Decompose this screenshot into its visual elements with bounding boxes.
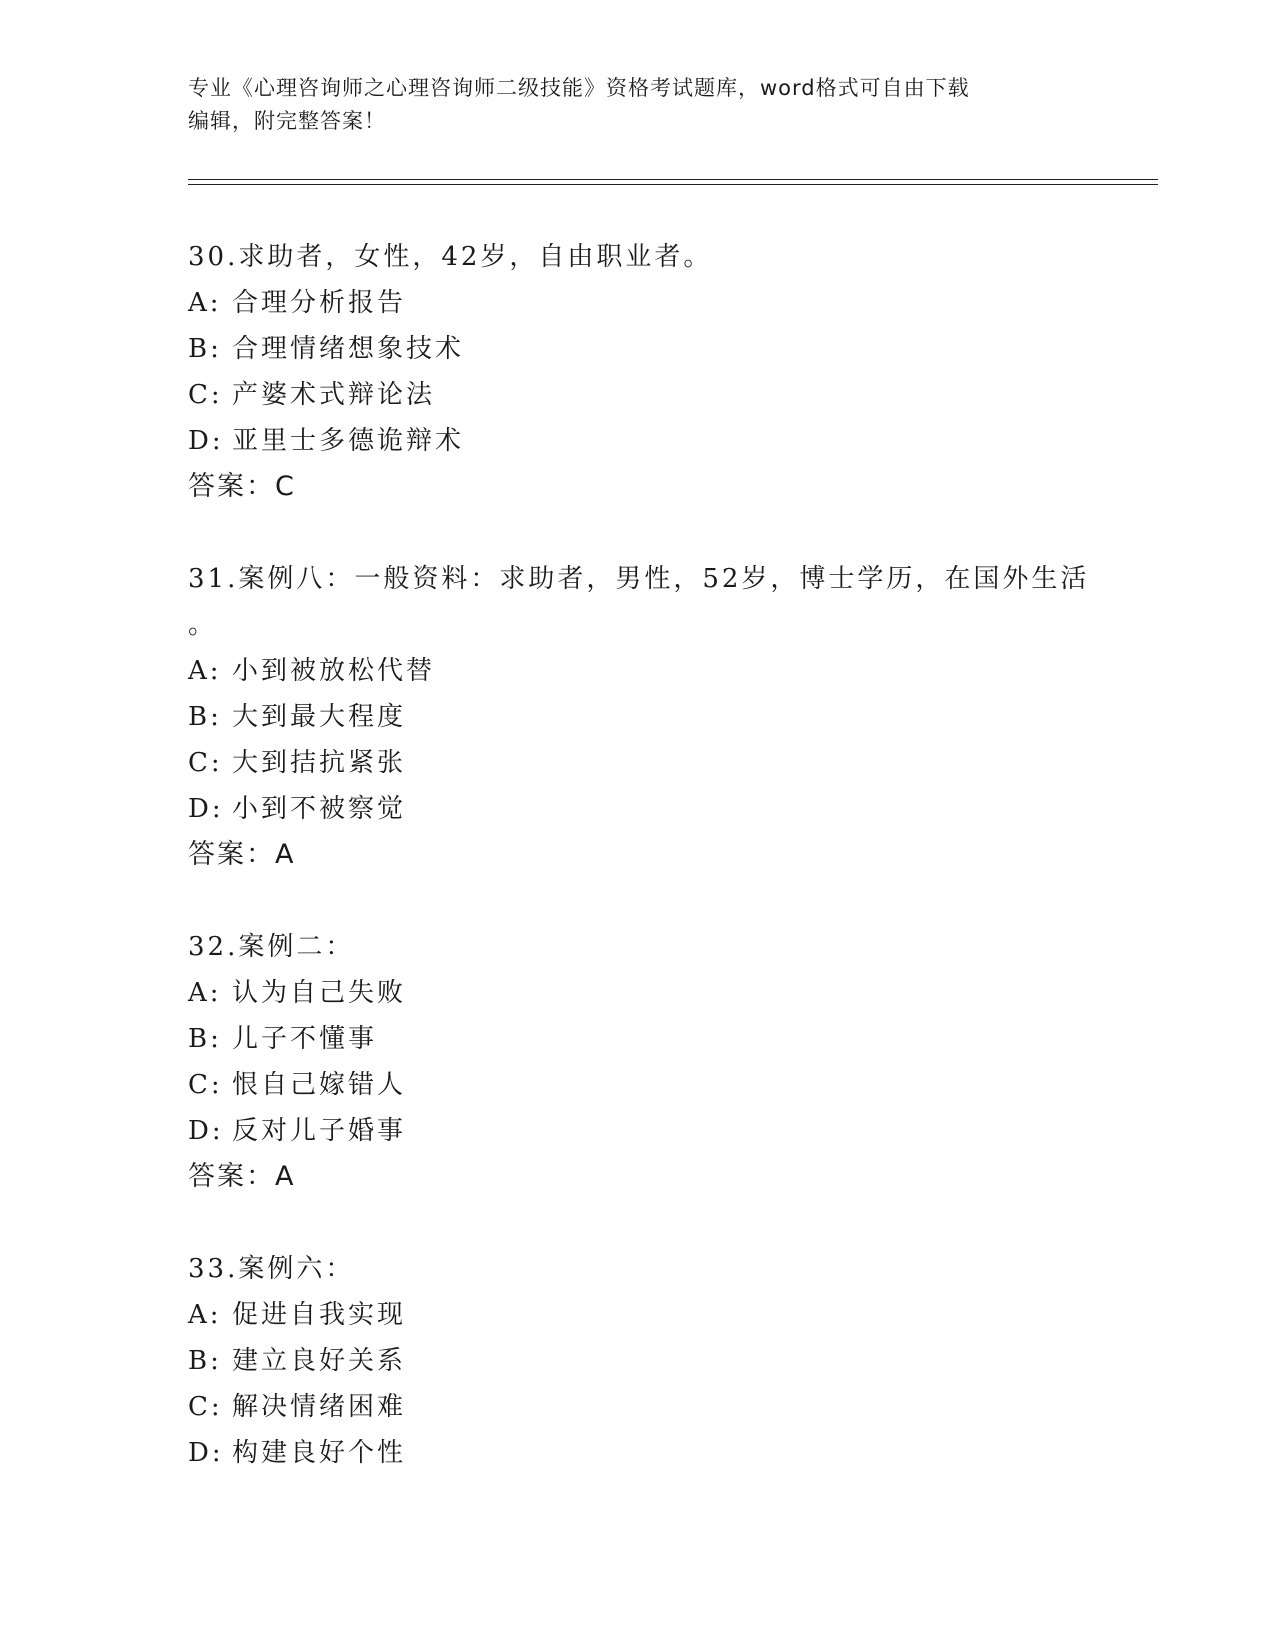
option-letter: A: <box>188 1300 222 1330</box>
option-text: 认为自己失败 <box>232 978 407 1008</box>
option-letter: C: <box>188 1070 223 1100</box>
option-c <box>188 1384 1148 1430</box>
option-text: 合理分析报告 <box>232 288 407 318</box>
option-letter: D: <box>188 794 224 824</box>
option-text: 促进自我实现 <box>232 1300 407 1330</box>
option-c <box>188 372 1148 418</box>
option-text: 小到被放松代替 <box>232 656 436 686</box>
option-text: 构建良好个性 <box>232 1438 407 1468</box>
option-text: 大到拮抗紧张 <box>232 748 407 778</box>
option-b <box>188 1016 1148 1062</box>
question-title-continuation: 。 <box>188 610 218 640</box>
option-letter: A: <box>188 656 222 686</box>
answer-line: 答案：A <box>188 1161 296 1192</box>
option-b <box>188 1338 1148 1384</box>
header-divider-top <box>188 179 1158 180</box>
option-d <box>188 786 1148 832</box>
option-letter: B: <box>188 1346 222 1376</box>
option-letter: C: <box>188 1392 223 1422</box>
option-text: 小到不被察觉 <box>232 794 407 824</box>
question-title-text: 31.案例八：一般资料：求助者，男性，52岁，博士学历，在国外生活 <box>188 564 1090 594</box>
option-letter: D: <box>188 426 224 456</box>
option-letter: B: <box>188 1024 222 1054</box>
option-a <box>188 1292 1148 1338</box>
option-d <box>188 418 1148 464</box>
option-text: 建立良好关系 <box>232 1346 407 1376</box>
option-letter: B: <box>188 334 222 364</box>
question-title <box>188 556 1148 648</box>
question-title: 33.案例六： <box>188 1254 355 1284</box>
option-letter: B: <box>188 702 222 732</box>
option-letter: A: <box>188 288 222 318</box>
header-divider-bottom <box>188 184 1158 185</box>
question-31 <box>188 556 1148 878</box>
option-b <box>188 326 1148 372</box>
option-d <box>188 1430 1148 1476</box>
option-a <box>188 970 1148 1016</box>
option-a <box>188 280 1148 326</box>
option-text: 恨自己嫁错人 <box>232 1070 407 1100</box>
question-32 <box>188 924 1148 1200</box>
option-text: 反对儿子婚事 <box>232 1116 407 1146</box>
answer-line: 答案：C <box>188 471 296 502</box>
option-a <box>188 648 1148 694</box>
header-line-2: 编辑，附完整答案！ <box>188 109 386 133</box>
question-33 <box>188 1246 1148 1476</box>
option-letter: C: <box>188 380 223 410</box>
option-text: 大到最大程度 <box>232 702 407 732</box>
option-c <box>188 740 1148 786</box>
option-b <box>188 694 1148 740</box>
question-title: 32.案例二： <box>188 932 355 962</box>
option-letter: D: <box>188 1438 224 1468</box>
option-letter: D: <box>188 1116 224 1146</box>
option-text: 产婆术式辩论法 <box>232 380 436 410</box>
option-letter: C: <box>188 748 223 778</box>
question-30 <box>188 234 1148 510</box>
question-title: 30.求助者，女性，42岁，自由职业者。 <box>188 242 713 272</box>
question-list <box>188 234 1148 1522</box>
option-text: 解决情绪困难 <box>232 1392 407 1422</box>
document-header <box>188 72 1088 138</box>
option-text: 亚里士多德诡辩术 <box>232 426 465 456</box>
answer-line: 答案：A <box>188 839 296 870</box>
option-d <box>188 1108 1148 1154</box>
option-text: 儿子不懂事 <box>232 1024 378 1054</box>
option-c <box>188 1062 1148 1108</box>
option-text: 合理情绪想象技术 <box>232 334 465 364</box>
header-line-1: 专业《心理咨询师之心理咨询师二级技能》资格考试题库，word格式可自由下载 <box>188 76 970 100</box>
option-letter: A: <box>188 978 222 1008</box>
